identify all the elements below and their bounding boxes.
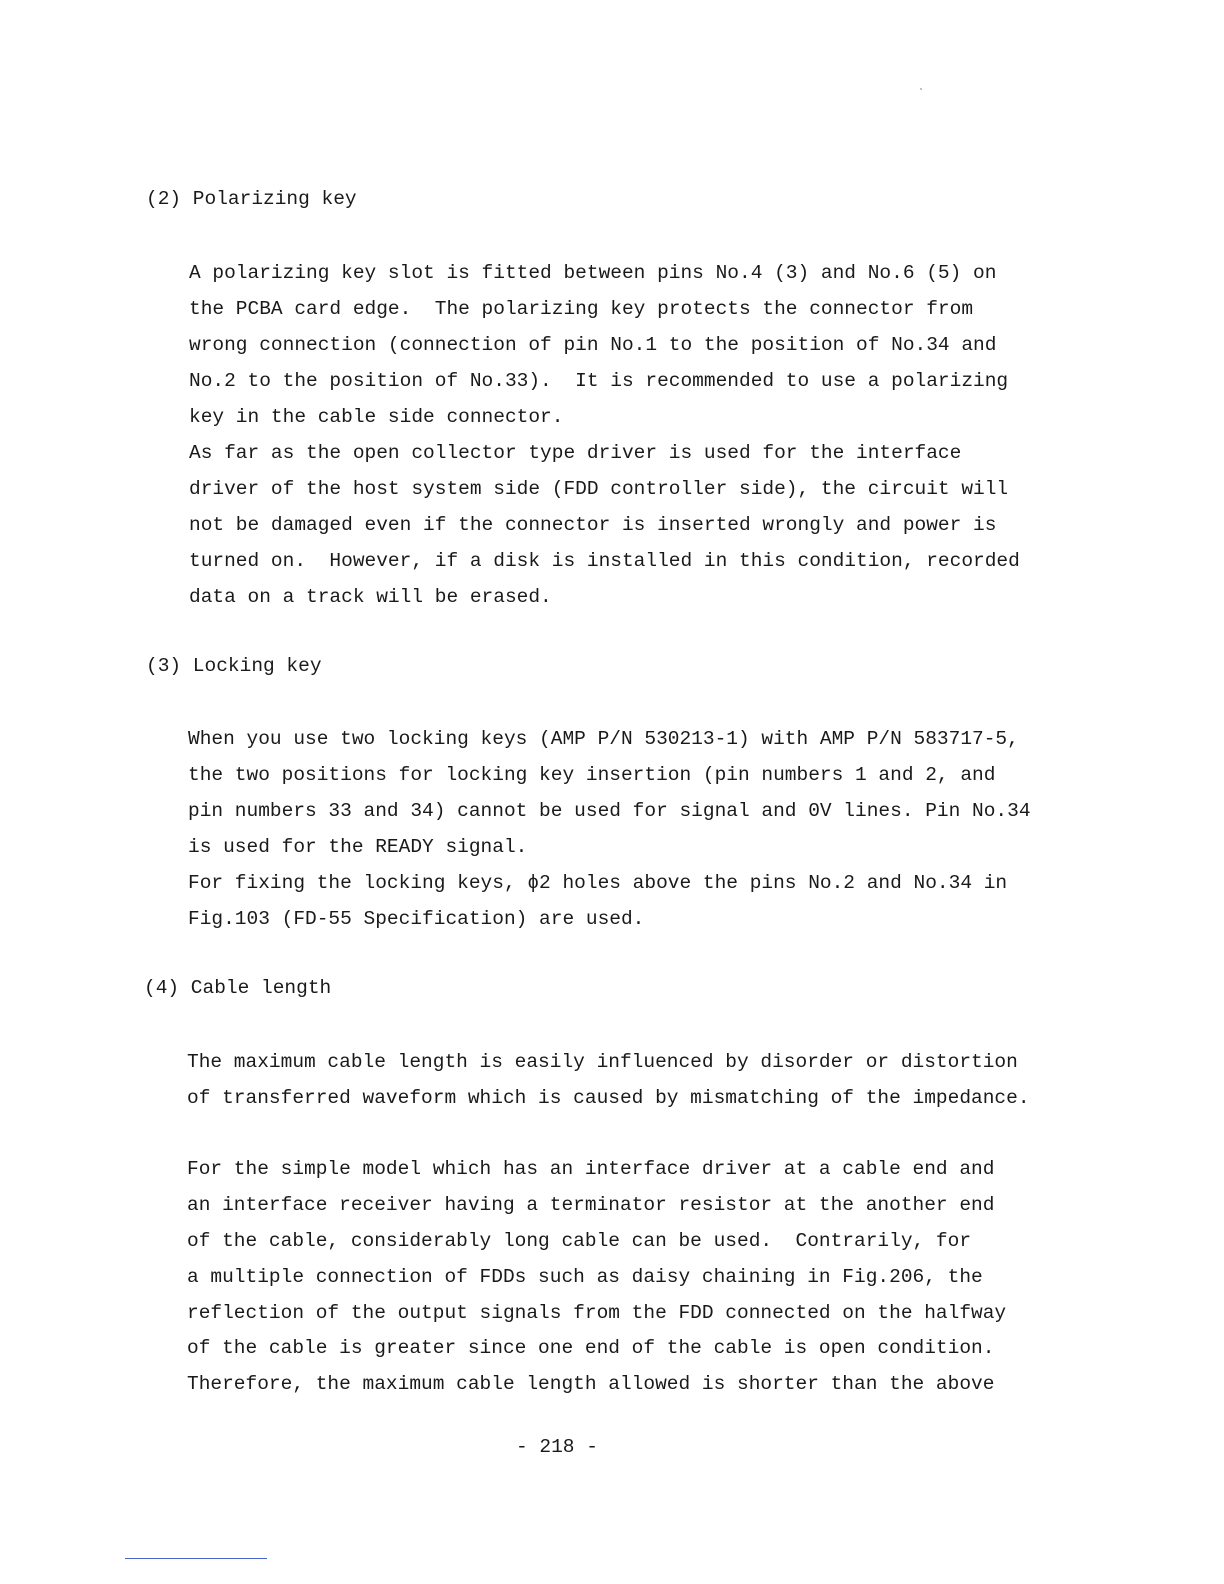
text-line: data on a track will be erased. — [189, 586, 552, 608]
text-line: For fixing the locking keys, ϕ2 holes above the pins No.2 and No.34 in — [188, 872, 1008, 894]
text-line: When you use two locking keys (AMP P/N 530213-1) with AMP P/N 583717-5, — [188, 728, 1019, 750]
text-line: of the cable, considerably long cable can be used. Contrarily, for — [187, 1230, 972, 1252]
section-heading-cable-length: (4) Cable length — [144, 977, 332, 999]
text-line: A polarizing key slot is fitted between pins No.4 (3) and No.6 (5) on — [189, 262, 997, 284]
text-line: a multiple connection of FDDs such as daisy chaining in Fig.206, the — [187, 1266, 983, 1288]
text-line: an interface receiver having a terminator resistor at the another end — [187, 1194, 995, 1216]
text-line: driver of the host system side (FDD controller side), the circuit will — [189, 478, 1009, 500]
text-line: key in the cable side connector. — [189, 406, 564, 428]
text-line: is used for the READY signal. — [188, 836, 528, 858]
text-line: No.2 to the position of No.33). It is recommended to use a polarizing — [189, 370, 1009, 392]
section-heading-polarizing-key: (2) Polarizing key — [146, 188, 357, 210]
text-line: of the cable is greater since one end of the cable is open condition. — [187, 1337, 995, 1359]
footer-rule — [125, 1558, 267, 1559]
text-line: pin numbers 33 and 34) cannot be used for signal and 0V lines. Pin No.34 — [188, 800, 1031, 822]
section-heading-locking-key: (3) Locking key — [146, 655, 322, 677]
text-line: Fig.103 (FD-55 Specification) are used. — [188, 908, 645, 930]
text-line: The maximum cable length is easily influenced by disorder or distortion — [187, 1051, 1018, 1073]
text-line: not be damaged even if the connector is inserted wrongly and power is — [189, 514, 997, 536]
text-line: of transferred waveform which is caused by mismatching of the impedance. — [187, 1087, 1030, 1109]
text-line: wrong connection (connection of pin No.1 to the position of No.34 and — [189, 334, 997, 356]
text-line: reflection of the output signals from the FDD connected on the halfway — [187, 1302, 1007, 1324]
scan-speck — [920, 88, 922, 90]
text-line: Therefore, the maximum cable length allowed is shorter than the above — [187, 1373, 995, 1395]
text-line: turned on. However, if a disk is installed in this condition, recorded — [189, 550, 1020, 572]
text-line: For the simple model which has an interface driver at a cable end and — [187, 1158, 995, 1180]
page-number: - 218 - — [516, 1436, 598, 1458]
text-line: the two positions for locking key insertion (pin numbers 1 and 2, and — [188, 764, 996, 786]
text-line: As far as the open collector type driver is used for the interface — [189, 442, 962, 464]
text-line: the PCBA card edge. The polarizing key protects the connector from — [189, 298, 974, 320]
